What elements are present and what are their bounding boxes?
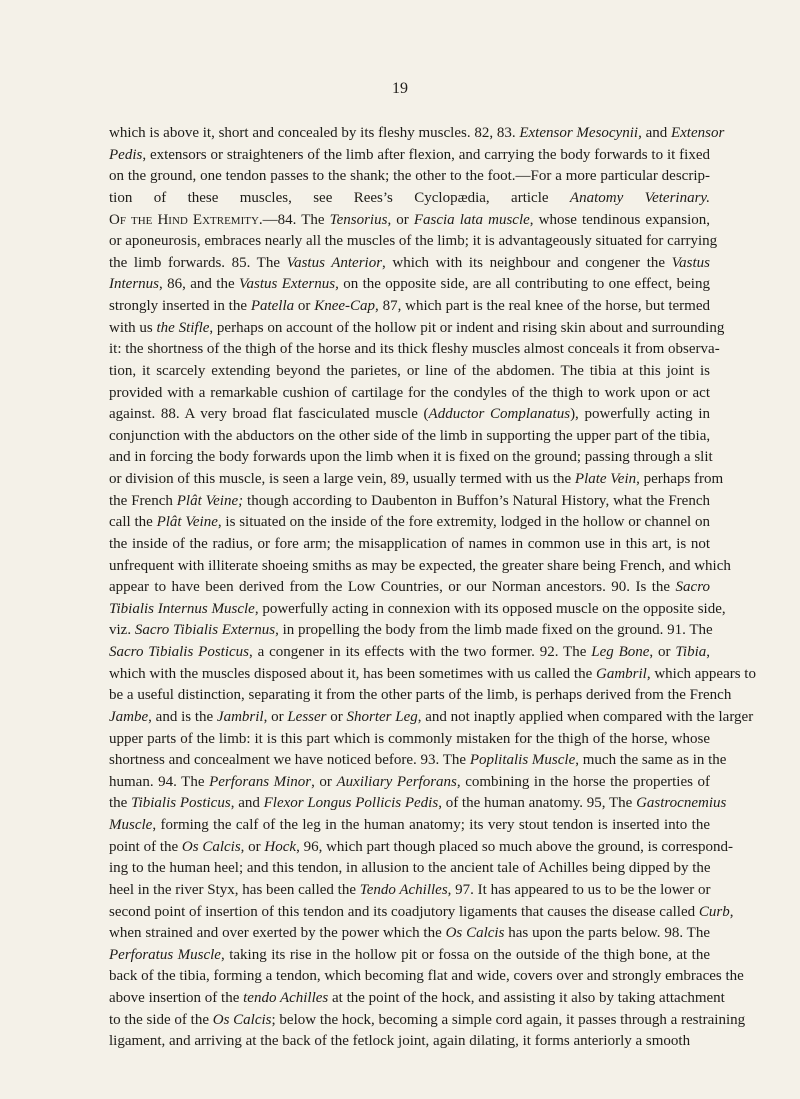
text-run: second point of insertion of this tendon and its coadjutory ligaments that causes the disease called <box>109 903 699 920</box>
text-run: , <box>706 644 710 660</box>
text-line <box>109 1010 746 1032</box>
text-run: , or <box>263 708 288 725</box>
text-run: , combining in the horse the properties of <box>456 773 711 790</box>
text-line <box>109 253 710 275</box>
text-run: , 86, and the <box>159 276 240 293</box>
text-run: , perhaps on account of the hollow pit or indent and rising skin about and surrounding <box>209 319 725 336</box>
text-line <box>109 296 710 318</box>
text-line <box>109 902 734 924</box>
italic-term: Anatomy Veterinary. <box>569 189 711 206</box>
text-run: , forming the calf of the leg in the human anatomy; its very stout tendon is inserted into the <box>152 817 710 833</box>
text-run: the <box>109 795 132 812</box>
italic-term: Shorter Leg <box>346 708 418 725</box>
text-line <box>109 231 718 253</box>
text-run: , 87, which part is the real knee of the horse, but termed <box>375 298 710 314</box>
text-run: or <box>326 708 347 725</box>
italic-term: Sacro Tibialis Posticus <box>109 644 250 660</box>
italic-term: Leg Bone <box>591 644 650 660</box>
text-run: against. 88. A very broad flat fasciculated muscle ( <box>109 406 429 423</box>
text-line <box>109 577 710 599</box>
text-line <box>109 210 710 232</box>
text-run: strongly inserted in the <box>109 298 251 314</box>
page-number: 19 <box>392 80 408 97</box>
italic-term: Flexor Longus Pollicis Pedis <box>263 795 439 812</box>
text-run: has upon the parts below. 98. The <box>504 925 710 942</box>
italic-term: Tensorius <box>329 211 388 228</box>
text-line <box>109 750 727 772</box>
text-line <box>109 383 710 405</box>
text-run: —84. The <box>262 211 330 228</box>
text-run: tion of these muscles, see Rees’s Cyclopædia, article <box>109 189 570 206</box>
text-line <box>109 123 725 145</box>
text-line <box>109 620 713 642</box>
text-line <box>109 966 744 988</box>
text-run: , or <box>240 838 265 855</box>
text-run: upper parts of the limb: it is this part which is commonly mistaken for the thigh of the horse, whose <box>109 730 710 747</box>
text-line <box>109 729 710 751</box>
text-line <box>109 469 724 491</box>
italic-term: Jambe <box>109 708 149 725</box>
text-run: , or <box>387 211 414 228</box>
text-line <box>109 318 725 340</box>
text-run: though according to Daubenton in Buffon’s Natural History, what the French <box>243 492 710 509</box>
text-line <box>109 447 713 469</box>
text-line <box>109 534 710 556</box>
text-run: the limb forwards. 85. The <box>109 254 287 271</box>
text-run: , <box>729 903 734 920</box>
text-run: ligament, and arriving at the back of the fetlock joint, again dilating, it forms anteriorly a smooth <box>109 1033 691 1050</box>
text-run: or <box>294 298 315 314</box>
text-run: above insertion of the <box>109 990 244 1006</box>
text-run: , powerfully acting in connexion with its opposed muscle on the opposite side, <box>254 600 726 617</box>
italic-term: tendo Achilles <box>243 990 329 1006</box>
text-run: at the point of the hock, and assisting it also by taking attachment <box>328 990 725 1006</box>
text-line <box>109 491 710 513</box>
text-run: ; below the hock, becoming a simple cord again, it passes through a restraining <box>271 1011 746 1028</box>
italic-term: Fascia lata muscle <box>413 211 530 228</box>
text-run: , a congener in its effects with the two former. 92. The <box>249 644 592 660</box>
text-line <box>109 772 710 794</box>
text-run: , on the opposite side, are all contributing to one effect, being <box>335 276 710 293</box>
italic-term: Patella <box>250 298 295 314</box>
italic-term: Vastus Externus <box>239 276 336 293</box>
text-run: heel in the river Styx, has been called the <box>109 881 360 898</box>
italic-term: Adductor Complanatus <box>428 406 571 423</box>
text-line <box>109 339 720 361</box>
text-run: ), powerfully acting in <box>570 406 710 423</box>
text-run: with us <box>109 319 157 336</box>
text-run: , 97. It has appeared to us to be the lower or <box>447 881 711 898</box>
text-run: , 96, which part though placed so much above the ground, is correspond- <box>296 838 734 855</box>
text-run: and in forcing the body forwards upon the limb when it is fixed on the ground; passing through a slit <box>109 449 713 466</box>
italic-term: Os Calcis <box>212 1011 272 1028</box>
text-line <box>109 664 756 686</box>
text-run: ing to the human heel; and this tendon, in allusion to the ancient tale of Achilles being dipped by the <box>109 860 711 877</box>
italic-term: Tibialis Posticus <box>131 795 231 812</box>
text-line <box>109 166 710 188</box>
text-line <box>109 426 710 448</box>
text-run: on the ground, one tendon passes to the shank; the other to the foot.—For a more particular descrip- <box>109 168 710 185</box>
text-line <box>109 512 710 534</box>
text-run: , whose tendinous expansion, <box>529 211 710 228</box>
section-heading: Of the Hind Extremity. <box>109 211 263 228</box>
text-run: call the <box>109 514 157 531</box>
text-run: which is above it, short and concealed by its fleshy muscles. 82, 83. <box>109 125 520 141</box>
text-line <box>109 599 726 621</box>
text-run: provided with a remarkable cushion of cartilage for the condyles of the thigh to work upon or act <box>109 384 710 401</box>
italic-term: Jambril <box>216 708 264 725</box>
italic-term: the Stifle <box>156 319 210 336</box>
text-run: the inside of the radius, or fore arm; the misapplication of names in common use in this art, is not <box>109 535 710 552</box>
text-run: human. 94. The <box>109 773 210 790</box>
text-run: , and is the <box>148 708 217 725</box>
italic-term: Auxiliary Perforans <box>336 773 457 790</box>
text-run: , in propelling the body from the limb made fixed on the ground. 91. The <box>275 622 713 639</box>
text-run: viz. <box>109 622 135 639</box>
text-run: when strained and over exerted by the power which the <box>109 925 446 942</box>
italic-term: Plate Vein <box>574 471 637 487</box>
italic-term: Plât Veine; <box>176 492 244 509</box>
italic-term: Poplitalis Muscle <box>469 752 576 769</box>
text-run: conjunction with the abductors on the other side of the limb in supporting the upper part of the tibia, <box>109 427 711 444</box>
text-line <box>109 685 732 707</box>
text-line <box>109 556 731 578</box>
text-run: be a useful distinction, separating it from the other parts of the limb, is perhaps derived from the French <box>109 687 732 704</box>
text-run: point of the <box>109 838 182 855</box>
italic-term: Vastus Anterior <box>286 254 383 271</box>
italic-term: Gastrocnemius <box>636 795 727 812</box>
text-line <box>109 707 754 729</box>
text-run: tion, it scarcely extending beyond the parietes, or line of the abdomen. The tibia at this joint is <box>109 362 710 379</box>
text-run: , and <box>230 795 264 812</box>
italic-term: Extensor <box>670 125 725 141</box>
text-line <box>109 858 710 880</box>
italic-term: Hock <box>264 838 297 855</box>
text-run: , much the same as in the <box>575 752 727 769</box>
italic-term: Vastus <box>671 254 710 271</box>
text-run: unfrequent with illiterate shoeing smiths as may be expected, the greater share being French, and which <box>109 557 731 574</box>
text-run: , which with its neighbour and congener the <box>382 254 672 271</box>
body-text <box>109 123 756 1053</box>
text-run: to the side of the <box>109 1011 213 1028</box>
italic-term: Tendo Achilles <box>359 881 448 898</box>
italic-term: Pedis <box>109 146 143 163</box>
text-run: back of the tibia, forming a tendon, which becoming flat and wide, covers over and strongly embraces the <box>109 968 744 985</box>
text-run: appear to have been derived from the Low Countries, or our Norman ancestors. 90. Is the <box>109 579 676 596</box>
text-line <box>109 837 734 859</box>
italic-term: Perforatus Muscle <box>109 946 221 963</box>
italic-term: Tibia <box>675 644 707 660</box>
text-line <box>109 145 710 167</box>
text-run: , perhaps from <box>636 471 724 487</box>
text-run: , of the human anatomy. 95, The <box>438 795 637 812</box>
text-run: , is situated on the inside of the fore extremity, lodged in the hollow or channel on <box>217 514 710 531</box>
text-run: , which appears to <box>646 665 756 682</box>
text-line <box>109 1031 710 1053</box>
text-line <box>109 274 710 296</box>
italic-term: Sacro <box>675 579 710 596</box>
italic-term: Plât Veine <box>156 514 218 531</box>
italic-term: Muscle <box>109 817 153 833</box>
text-line <box>109 361 710 383</box>
italic-term: Internus <box>109 276 159 293</box>
text-run: or aponeurosis, embraces nearly all the muscles of the limb; it is advantageously situated for carrying <box>109 233 718 250</box>
text-line <box>109 988 725 1010</box>
italic-term: Gambril <box>596 665 647 682</box>
text-line <box>109 815 710 837</box>
text-run: the French <box>109 492 177 509</box>
text-line <box>109 642 710 664</box>
italic-term: Os Calcis <box>445 925 505 942</box>
text-run: which with the muscles disposed about it, has been sometimes with us called the <box>109 665 596 682</box>
italic-term: Curb <box>698 903 730 920</box>
text-run: , or <box>311 773 337 790</box>
text-line <box>109 945 710 967</box>
text-line <box>109 793 727 815</box>
text-line <box>109 880 710 902</box>
text-run: shortness and concealment we have noticed before. 93. The <box>109 752 470 769</box>
text-run: , taking its rise in the hollow pit or fossa on the outside of the thigh bone, at the <box>220 946 711 963</box>
italic-term: Os Calcis <box>181 838 241 855</box>
italic-term: Extensor Mesocynii <box>519 125 639 141</box>
italic-term: Lesser <box>287 708 327 725</box>
text-run: it: the shortness of the thigh of the horse and its thick fleshy muscles almost conceals it from observa- <box>109 341 720 358</box>
italic-term: Tibialis Internus Muscle <box>109 600 255 617</box>
text-line <box>109 404 710 426</box>
text-run: , or <box>649 644 676 660</box>
italic-term: Knee-Cap <box>314 298 376 314</box>
italic-term: Perforans Minor <box>209 773 312 790</box>
text-run: or division of this muscle, is seen a large vein, 89, usually termed with us the <box>109 471 575 487</box>
text-run: , and not inaptly applied when compared with the larger <box>417 708 754 725</box>
italic-term: Sacro Tibialis Externus <box>134 622 276 639</box>
text-run: , extensors or straighteners of the limb after flexion, and carrying the body forwards to it fixed <box>142 146 710 163</box>
text-line <box>109 923 710 945</box>
text-run: , and <box>638 125 671 141</box>
text-line <box>109 188 710 210</box>
